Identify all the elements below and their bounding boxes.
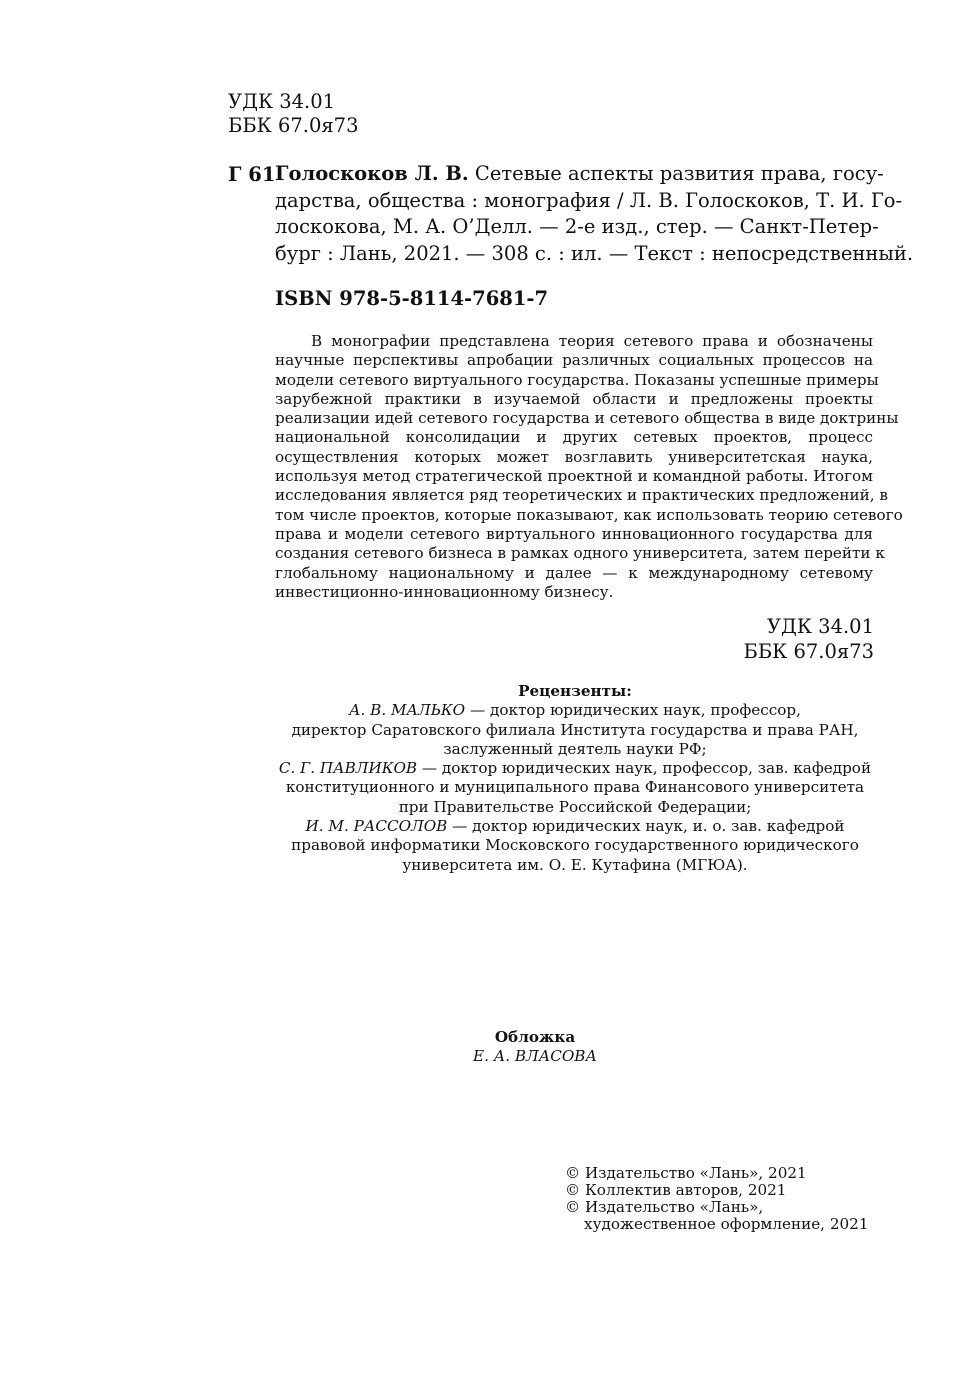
copyright-line-3: © Издательство «Лань», bbox=[565, 1198, 764, 1216]
reviewers-heading: Рецензенты: bbox=[518, 682, 632, 700]
abstract-line: В монографии представлена теория сетевого права и обозначены bbox=[311, 332, 873, 350]
abstract-line: глобальному национальному и далее — к международному сетевому bbox=[275, 563, 873, 582]
abstract-line: исследования является ряд теоретических и практических предложений, в bbox=[275, 486, 888, 505]
reviewer-1-title: — доктор юридических наук, профессор, bbox=[465, 701, 801, 720]
biblio-line-2: дарства, общества : монография / Л. В. Голоскоков, Т. И. Го- bbox=[275, 188, 903, 212]
reviewer-3-title: — доктор юридических наук, и. о. зав. кафедрой bbox=[447, 817, 845, 836]
reviewer-3-line-2: правовой информатики Московского государственного юридического bbox=[291, 836, 859, 855]
udk-code-top: УДК 34.01 bbox=[228, 90, 336, 113]
reviewer-3-line-1 bbox=[275, 817, 875, 836]
udk-bbk-top bbox=[228, 90, 358, 138]
reviewer-2-line-3: при Правительстве Российской Федерации; bbox=[398, 797, 752, 816]
reviewer-2-line-2: конституционного и муниципального права Финансового университета bbox=[285, 778, 865, 797]
copyright-line-1: © Издательство «Лань», 2021 bbox=[565, 1164, 807, 1182]
reviewer-3-line-3: университета им. О. Е. Кутафина (МГЮА). bbox=[402, 855, 748, 874]
reviewer-1-line-1 bbox=[275, 701, 875, 720]
cover-credit bbox=[275, 1028, 795, 1067]
bibliographic-record bbox=[275, 161, 914, 267]
bbk-code-bottom: ББК 67.0я73 bbox=[743, 640, 874, 663]
abstract-line: осуществления которых может возглавить университетская наука, bbox=[275, 447, 873, 466]
reviewer-1-line-2: директор Саратовского филиала Института государства и права РАН, bbox=[291, 720, 859, 739]
author-sign: Г 61 bbox=[228, 163, 276, 186]
isbn: ISBN 978-5-8114-7681-7 bbox=[275, 287, 549, 310]
abstract-line: права и модели сетевого виртуального инновационного государства для bbox=[275, 524, 873, 543]
biblio-line-4: бург : Лань, 2021. — 308 с. : ил. — Текст : непосредственный. bbox=[275, 241, 914, 265]
abstract-line: используя метод стратегической проектной и командной работы. Итогом bbox=[275, 467, 873, 486]
copyright-block bbox=[565, 1165, 869, 1233]
abstract-line: инвестиционно-инновационному бизнесу. bbox=[275, 582, 614, 601]
abstract-line: научные перспективы апробации различных социальных процессов на bbox=[275, 351, 873, 370]
reviewer-3-name: И. М. РАССОЛОВ bbox=[305, 817, 448, 836]
abstract-line: зарубежной практики в изучаемой области и предложены проекты bbox=[275, 389, 873, 408]
reviewer-1-name: А. В. МАЛЬКО bbox=[349, 701, 466, 720]
abstract-line: том числе проектов, которые показывают, как использовать теорию сетевого bbox=[275, 505, 903, 524]
bbk-code-top: ББК 67.0я73 bbox=[228, 114, 359, 137]
udk-bbk-bottom bbox=[744, 614, 874, 664]
reviewers bbox=[275, 682, 875, 875]
biblio-line-3: лоскокова, М. А. О’Делл. — 2-е изд., стер. — Санкт-Петер- bbox=[275, 215, 879, 238]
abstract-line: национальной консолидации и других сетевых проектов, процесс bbox=[275, 428, 873, 447]
abstract-line: модели сетевого виртуального государства. Показаны успешные примеры bbox=[275, 370, 879, 389]
abstract-line: создания сетевого бизнеса в рамках одного университета, затем перейти к bbox=[275, 544, 885, 563]
biblio-line-1 bbox=[275, 161, 884, 188]
reviewer-2-name: С. Г. ПАВЛИКОВ bbox=[278, 759, 418, 778]
cover-designer: Е. А. ВЛАСОВА bbox=[473, 1047, 597, 1066]
cover-heading: Обложка bbox=[494, 1028, 576, 1046]
abstract bbox=[275, 332, 903, 602]
biblio-author: Голоскоков Л. В. bbox=[275, 162, 469, 185]
reviewer-2-title: — доктор юридических наук, профессор, зав. кафедрой bbox=[417, 759, 872, 778]
copyright-line-4: художественное оформление, 2021 bbox=[584, 1215, 869, 1233]
abstract-line: реализации идей сетевого государства и сетевого общества в виде доктрины bbox=[275, 409, 899, 428]
reviewer-2-line-1 bbox=[275, 759, 875, 778]
biblio-title: Сетевые аспекты развития права, госу- bbox=[468, 162, 884, 185]
copyright-line-2: © Коллектив авторов, 2021 bbox=[565, 1181, 787, 1199]
reviewer-1-line-3: заслуженный деятель науки РФ; bbox=[443, 739, 707, 758]
udk-code-bottom: УДК 34.01 bbox=[766, 615, 874, 638]
